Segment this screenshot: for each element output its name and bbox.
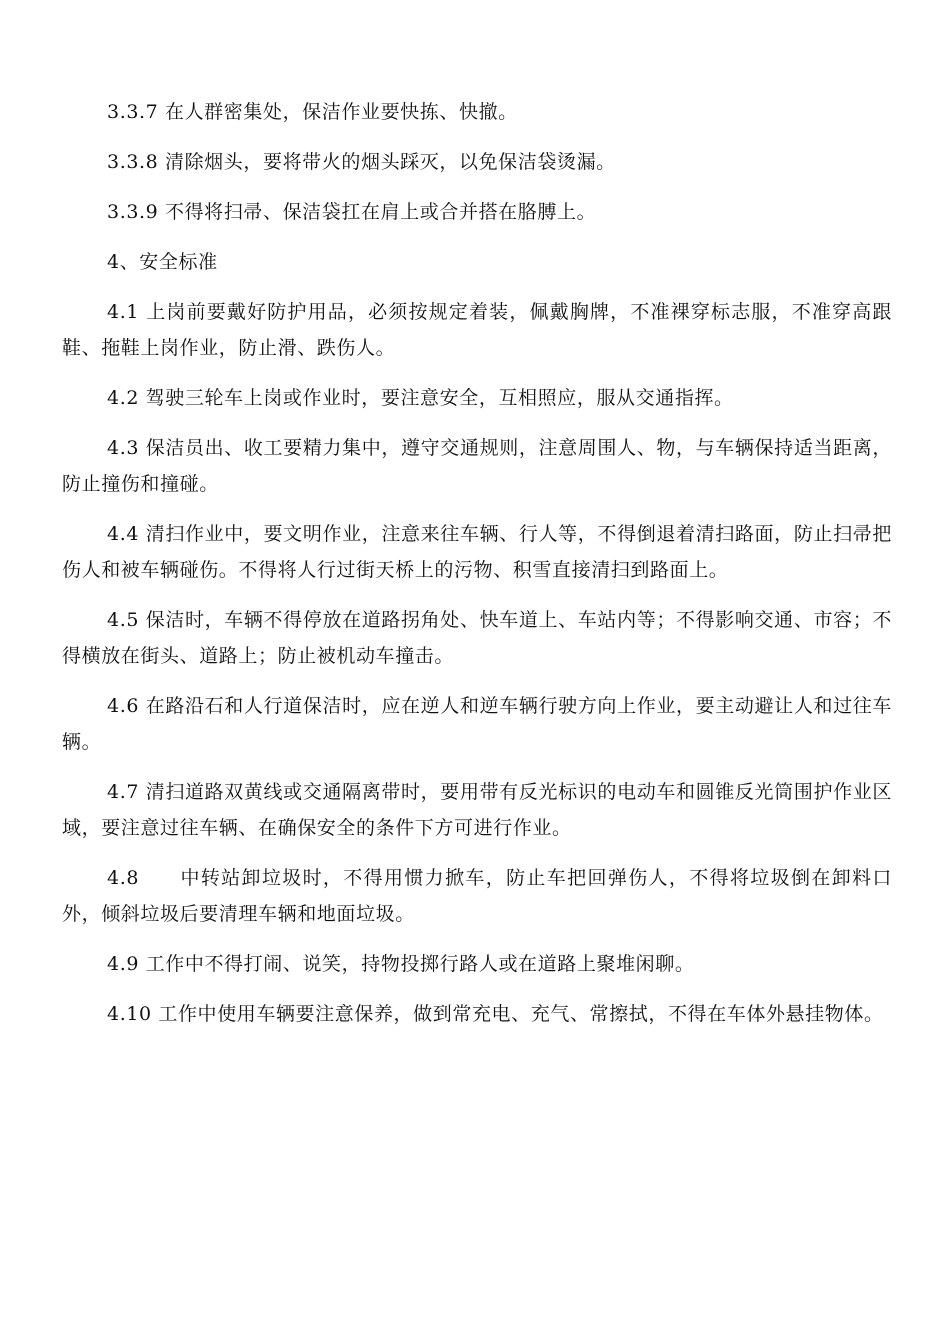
- paragraph-4-9: 4.9 工作中不得打闹、说笑，持物投掷行路人或在道路上聚堆闲聊。: [107, 953, 695, 975]
- paragraph-4-6: 4.6 在路沿石和人行道保洁时，应在逆人和逆车辆行驶方向上作业，要主动避让人和过往车辆。: [62, 695, 892, 753]
- paragraph-4-7: 4.7 清扫道路双黄线或交通隔离带时，要用带有反光标识的电动车和圆锥反光筒围护作业区域，要注意过往车辆、在确保安全的条件下方可进行作业。: [62, 781, 892, 839]
- paragraph-4-1: 4.1 上岗前要戴好防护用品，必须按规定着装，佩戴胸牌，不准裸穿标志服，不准穿高跟鞋、拖鞋上岗作业，防止滑、跌伤人。: [62, 301, 892, 359]
- paragraph-4-10: 4.10 工作中使用车辆要注意保养，做到常充电、充气、常擦拭，不得在车体外悬挂物体。: [107, 1003, 884, 1025]
- paragraph-4-2: 4.2 驾驶三轮车上岗或作业时，要注意安全，互相照应，服从交通指挥。: [107, 387, 734, 409]
- paragraph-4-3: 4.3 保洁员出、收工要精力集中，遵守交通规则，注意周围人、物，与车辆保持适当距离，防止撞伤和撞碰。: [62, 437, 892, 495]
- section-heading-4: 4、安全标准: [107, 251, 218, 273]
- paragraph-4-5: 4.5 保洁时，车辆不得停放在道路拐角处、快车道上、车站内等；不得影响交通、市容；不得横放在街头、道路上；防止被机动车撞击。: [62, 609, 892, 667]
- paragraph-3-3-9: 3.3.9 不得将扫帚、保洁袋扛在肩上或合并搭在胳膊上。: [107, 201, 597, 223]
- paragraph-3-3-8: 3.3.8 清除烟头，要将带火的烟头踩灭，以免保洁袋烫漏。: [107, 151, 616, 173]
- paragraph-3-3-7: 3.3.7 在人群密集处，保洁作业要快拣、快撤。: [107, 101, 518, 123]
- paragraph-4-8: 4.8 中转站卸垃圾时，不得用惯力掀车，防止车把回弹伤人，不得将垃圾倒在卸料口外，倾斜垃圾后要清理车辆和地面垃圾。: [62, 867, 892, 925]
- document-body: [62, 94, 892, 1046]
- paragraph-4-4: 4.4 清扫作业中，要文明作业，注意来往车辆、行人等，不得倒退着清扫路面，防止扫帚把伤人和被车辆碰伤。不得将人行过街天桥上的污物、积雪直接清扫到路面上。: [62, 523, 892, 581]
